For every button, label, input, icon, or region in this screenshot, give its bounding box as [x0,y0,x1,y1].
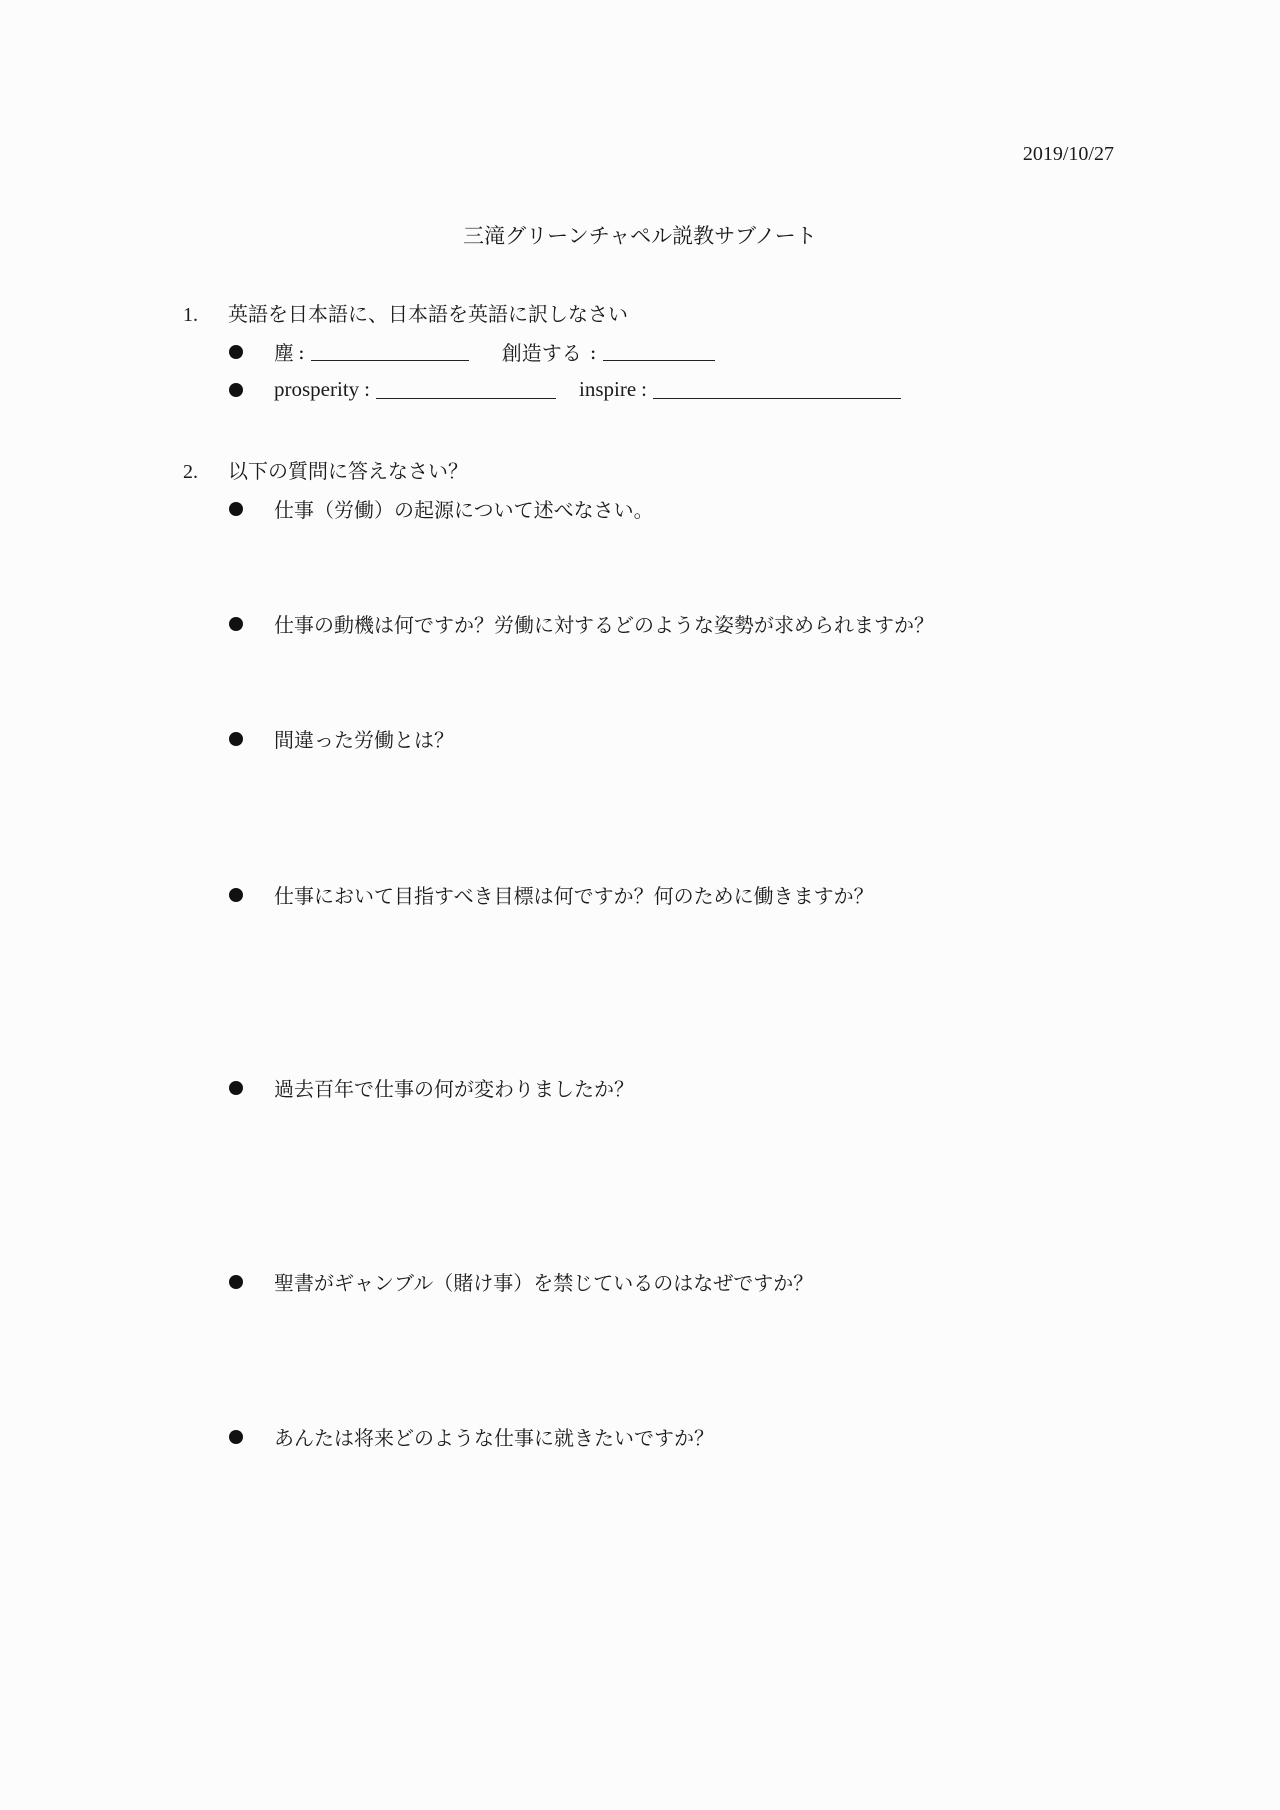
question-text: 聖書がギャンブル（賭け事）を禁じているのはなぜですか？ [274,1271,814,1295]
separator: : [298,339,305,364]
vocab-row-1 [229,337,715,366]
separator: : [364,377,370,401]
bullet-icon [229,732,243,746]
answer-blank-prosperity[interactable] [376,380,556,399]
question-item [229,880,874,909]
bullet-icon [229,345,243,359]
bullet-icon [229,1430,243,1444]
section-1-heading [183,298,628,327]
section-2-heading [183,455,468,484]
answer-blank-inspire[interactable] [653,380,901,399]
question-item [229,724,454,753]
separator: : [641,377,647,401]
question-item [229,609,934,638]
vocab-word-create: 創造する [501,341,582,365]
section-1-number: 1. [183,304,198,326]
answer-blank-create[interactable] [603,342,715,361]
bullet-icon [229,383,243,397]
vocab-row-2 [229,377,901,402]
document-title: 三滝グリーンチャペル説教サブノート [463,224,817,248]
bullet-icon [229,888,243,902]
separator: : [589,339,597,364]
document-date: 2019/10/27 [1022,143,1114,165]
question-text: 仕事（労働）の起源について述べなさい。 [274,498,654,522]
vocab-word-dust: 塵 [274,341,294,365]
question-text: 仕事の動機は何ですか？労働に対するどのような姿勢が求められますか？ [274,613,934,637]
section-2-number: 2. [183,461,198,483]
question-text: 間違った労働とは？ [274,728,454,752]
question-text: 仕事において目指すべき目標は何ですか？何のために働きますか？ [274,884,874,908]
bullet-icon [229,1081,243,1095]
bullet-icon [229,502,243,516]
section-1-heading-text: 英語を日本語に、日本語を英語に訳しなさい [228,302,628,326]
vocab-word-inspire: inspire [579,377,637,401]
section-2-heading-text: 以下の質問に答えなさい？ [228,459,468,483]
question-item [229,1073,634,1102]
bullet-icon [229,1275,243,1289]
answer-blank-dust[interactable] [311,342,469,361]
question-text: 過去百年で仕事の何が変わりましたか？ [274,1077,634,1101]
question-text: あんたは将来どのような仕事に就きたいですか？ [274,1426,714,1450]
vocab-word-prosperity: prosperity [274,377,360,401]
question-item [229,1267,813,1296]
question-item [229,1422,714,1451]
question-item [229,494,654,523]
bullet-icon [229,617,243,631]
